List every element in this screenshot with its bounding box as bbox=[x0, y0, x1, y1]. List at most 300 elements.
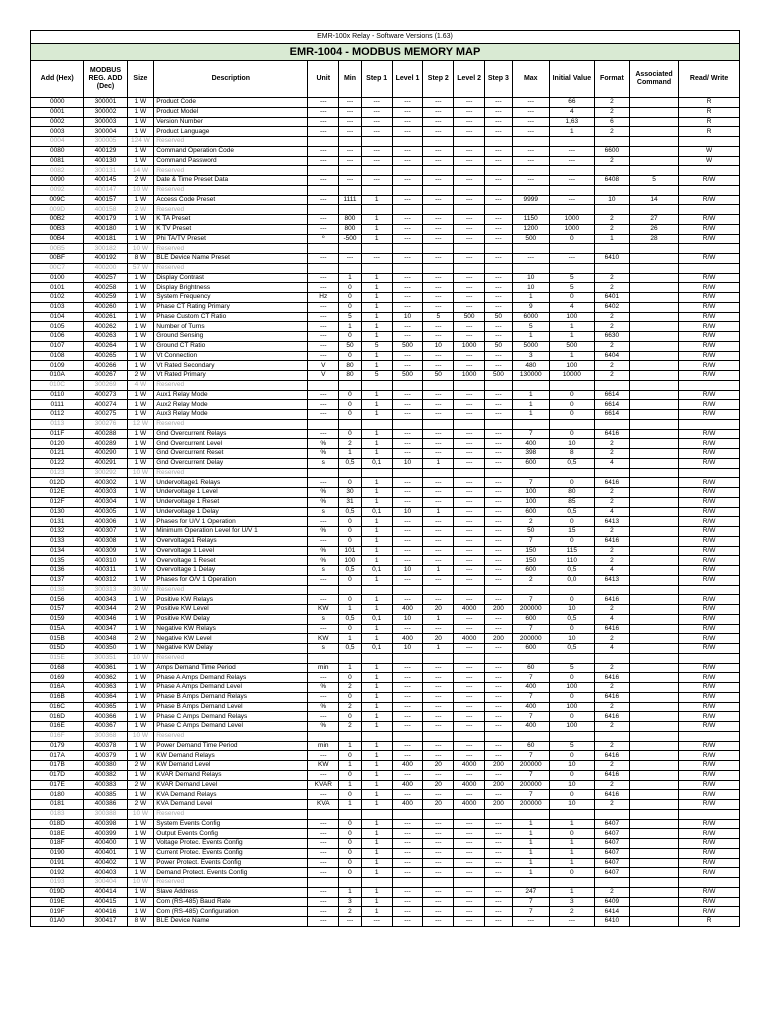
table-cell: R/W bbox=[679, 371, 740, 381]
table-cell: --- bbox=[423, 156, 454, 166]
table-cell: 15 bbox=[549, 527, 594, 537]
table-row bbox=[31, 419, 740, 429]
table-cell bbox=[629, 839, 678, 849]
table-cell bbox=[629, 692, 678, 702]
table-cell: R/W bbox=[679, 195, 740, 205]
table-cell: KVAR Demand Level bbox=[154, 780, 308, 790]
table-cell bbox=[549, 809, 594, 819]
table-cell: 500 bbox=[512, 234, 549, 244]
table-cell: 0082 bbox=[31, 166, 84, 176]
table-cell: --- bbox=[361, 107, 392, 117]
table-cell: W bbox=[679, 146, 740, 156]
table-cell: --- bbox=[423, 702, 454, 712]
table-cell: --- bbox=[423, 575, 454, 585]
table-cell bbox=[629, 137, 678, 147]
table-cell: R/W bbox=[679, 293, 740, 303]
table-cell bbox=[629, 371, 678, 381]
table-cell: 009C bbox=[31, 195, 84, 205]
table-cell: 1 bbox=[361, 868, 392, 878]
table-cell: 14 W bbox=[127, 166, 154, 176]
table-cell bbox=[485, 205, 513, 215]
table-row bbox=[31, 556, 740, 566]
table-cell: 10 bbox=[392, 644, 423, 654]
table-cell: 0109 bbox=[31, 361, 84, 371]
table-row bbox=[31, 244, 740, 254]
table-cell: 1 W bbox=[127, 790, 154, 800]
table-cell: 1 W bbox=[127, 215, 154, 225]
table-cell: 7 bbox=[512, 770, 549, 780]
table-cell: 0,1 bbox=[361, 566, 392, 576]
table-cell: 1 bbox=[512, 293, 549, 303]
table-cell: 10 bbox=[549, 761, 594, 771]
table-cell: 4 bbox=[594, 458, 629, 468]
table-cell: 017A bbox=[31, 751, 84, 761]
table-row bbox=[31, 302, 740, 312]
table-row bbox=[31, 322, 740, 332]
table-cell: 1 W bbox=[127, 107, 154, 117]
table-cell: 015B bbox=[31, 634, 84, 644]
table-cell: --- bbox=[454, 858, 485, 868]
table-cell: 7 bbox=[512, 712, 549, 722]
table-cell: 2 bbox=[339, 907, 362, 917]
table-cell: R/W bbox=[679, 722, 740, 732]
table-cell bbox=[629, 439, 678, 449]
table-cell: 0112 bbox=[31, 410, 84, 420]
table-cell: --- bbox=[308, 595, 339, 605]
table-cell: 400266 bbox=[84, 361, 127, 371]
table-cell: 1 bbox=[361, 780, 392, 790]
table-cell: 400367 bbox=[84, 722, 127, 732]
table-cell: 1 bbox=[549, 858, 594, 868]
table-row bbox=[31, 224, 740, 234]
table-cell: 1 bbox=[512, 868, 549, 878]
table-cell: --- bbox=[423, 176, 454, 186]
title-row bbox=[31, 44, 740, 61]
table-cell: R/W bbox=[679, 761, 740, 771]
table-cell: --- bbox=[308, 770, 339, 780]
table-cell: 66 bbox=[549, 98, 594, 108]
table-cell: --- bbox=[392, 692, 423, 702]
table-cell: 500 bbox=[392, 371, 423, 381]
table-cell: --- bbox=[392, 449, 423, 459]
table-cell: 0 bbox=[549, 751, 594, 761]
table-cell: Hz bbox=[308, 293, 339, 303]
table-cell: 1 W bbox=[127, 283, 154, 293]
table-cell: 1 W bbox=[127, 839, 154, 849]
table-cell: 0131 bbox=[31, 517, 84, 527]
table-cell: Demand Protect. Events Config bbox=[154, 868, 308, 878]
column-header: Max bbox=[512, 61, 549, 98]
table-cell: 1 bbox=[361, 858, 392, 868]
table-cell: --- bbox=[454, 195, 485, 205]
table-cell: --- bbox=[308, 224, 339, 234]
table-cell: --- bbox=[392, 887, 423, 897]
table-cell: 400 bbox=[392, 634, 423, 644]
table-cell: Gnd Overcurrent Relays bbox=[154, 429, 308, 439]
table-cell: --- bbox=[392, 536, 423, 546]
table-cell: 6408 bbox=[594, 176, 629, 186]
table-cell bbox=[512, 244, 549, 254]
table-cell: --- bbox=[423, 224, 454, 234]
table-cell: 0 bbox=[549, 429, 594, 439]
table-cell: Access Code Preset bbox=[154, 195, 308, 205]
table-cell: 80 bbox=[339, 371, 362, 381]
table-row bbox=[31, 741, 740, 751]
table-cell: 7 bbox=[512, 692, 549, 702]
table-cell bbox=[454, 731, 485, 741]
table-cell: 1 bbox=[512, 858, 549, 868]
table-cell: --- bbox=[392, 546, 423, 556]
table-cell: Phases for O/V 1 Operation bbox=[154, 575, 308, 585]
table-cell: 0,5 bbox=[549, 507, 594, 517]
table-cell: 10 W bbox=[127, 809, 154, 819]
table-cell: Overvoltage 1 Reset bbox=[154, 556, 308, 566]
table-cell: 00C7 bbox=[31, 263, 84, 273]
table-cell bbox=[629, 702, 678, 712]
table-row bbox=[31, 839, 740, 849]
table-cell: 1 bbox=[361, 283, 392, 293]
table-cell: 0002 bbox=[31, 117, 84, 127]
table-cell: R/W bbox=[679, 634, 740, 644]
table-cell bbox=[629, 527, 678, 537]
table-cell: --- bbox=[454, 556, 485, 566]
table-cell: --- bbox=[308, 98, 339, 108]
table-cell: Reserved bbox=[154, 263, 308, 273]
table-cell: 016A bbox=[31, 683, 84, 693]
table-cell: 4000 bbox=[454, 634, 485, 644]
table-cell: 400 bbox=[512, 722, 549, 732]
table-cell: 2 W bbox=[127, 605, 154, 615]
table-cell: 1 W bbox=[127, 673, 154, 683]
table-cell: 1 W bbox=[127, 439, 154, 449]
table-cell: --- bbox=[392, 917, 423, 927]
table-cell: R/W bbox=[679, 176, 740, 186]
table-cell: 2 bbox=[594, 663, 629, 673]
table-cell bbox=[549, 878, 594, 888]
table-cell bbox=[454, 380, 485, 390]
table-cell: --- bbox=[454, 497, 485, 507]
table-cell: Phase B Amps Demand Relays bbox=[154, 692, 308, 702]
table-cell: --- bbox=[423, 595, 454, 605]
table-cell: 1000 bbox=[549, 224, 594, 234]
table-cell bbox=[361, 731, 392, 741]
table-cell: --- bbox=[485, 195, 513, 205]
table-cell: --- bbox=[423, 848, 454, 858]
table-cell: K TV Preset bbox=[154, 224, 308, 234]
table-cell: 2 bbox=[594, 702, 629, 712]
table-cell: R/W bbox=[679, 273, 740, 283]
table-cell: 0123 bbox=[31, 468, 84, 478]
table-row bbox=[31, 137, 740, 147]
table-cell: --- bbox=[454, 449, 485, 459]
table-cell: 1 bbox=[361, 224, 392, 234]
table-cell: 1 bbox=[361, 751, 392, 761]
table-cell: 300005 bbox=[84, 137, 127, 147]
table-cell bbox=[629, 332, 678, 342]
table-row bbox=[31, 819, 740, 829]
table-cell: 7 bbox=[512, 897, 549, 907]
table-cell: --- bbox=[423, 546, 454, 556]
table-cell: --- bbox=[308, 858, 339, 868]
table-cell: 2 bbox=[594, 722, 629, 732]
table-cell: 6402 bbox=[594, 302, 629, 312]
table-cell: Reserved bbox=[154, 878, 308, 888]
table-row bbox=[31, 712, 740, 722]
table-cell: 1 bbox=[361, 605, 392, 615]
table-cell bbox=[339, 809, 362, 819]
table-cell: 0 bbox=[339, 819, 362, 829]
table-cell bbox=[423, 137, 454, 147]
table-cell: 4 bbox=[549, 107, 594, 117]
table-cell: 0156 bbox=[31, 595, 84, 605]
table-cell: 00B4 bbox=[31, 234, 84, 244]
table-cell: 2 bbox=[594, 361, 629, 371]
table-cell: 400267 bbox=[84, 371, 127, 381]
table-cell: 400399 bbox=[84, 829, 127, 839]
table-cell: --- bbox=[308, 215, 339, 225]
table-cell: 017E bbox=[31, 780, 84, 790]
table-cell bbox=[454, 244, 485, 254]
table-cell bbox=[423, 205, 454, 215]
table-cell: 20 bbox=[423, 800, 454, 810]
table-cell: 247 bbox=[512, 887, 549, 897]
table-cell: 6416 bbox=[594, 790, 629, 800]
table-cell: --- bbox=[423, 751, 454, 761]
table-cell: --- bbox=[454, 478, 485, 488]
table-cell: 0 bbox=[549, 390, 594, 400]
table-cell: 2 bbox=[594, 527, 629, 537]
table-cell: 1 bbox=[361, 332, 392, 342]
table-row bbox=[31, 868, 740, 878]
table-cell: Output Events Config bbox=[154, 829, 308, 839]
table-cell: 400 bbox=[512, 702, 549, 712]
table-cell bbox=[423, 185, 454, 195]
table-cell: --- bbox=[423, 195, 454, 205]
table-cell: 010C bbox=[31, 380, 84, 390]
table-cell bbox=[454, 878, 485, 888]
table-cell: --- bbox=[454, 663, 485, 673]
table-cell: --- bbox=[423, 858, 454, 868]
table-cell: --- bbox=[485, 614, 513, 624]
table-cell bbox=[549, 468, 594, 478]
table-cell: 6410 bbox=[594, 917, 629, 927]
table-cell: 0 bbox=[339, 624, 362, 634]
table-cell: 0191 bbox=[31, 858, 84, 868]
table-cell: 400379 bbox=[84, 751, 127, 761]
table-cell: 1 W bbox=[127, 692, 154, 702]
table-cell: --- bbox=[392, 575, 423, 585]
table-cell: 400385 bbox=[84, 790, 127, 800]
table-cell: Reserved bbox=[154, 653, 308, 663]
table-cell: 400288 bbox=[84, 429, 127, 439]
table-cell: 1 bbox=[512, 400, 549, 410]
table-cell: 10000 bbox=[549, 371, 594, 381]
table-cell: 500 bbox=[392, 341, 423, 351]
table-cell: R/W bbox=[679, 848, 740, 858]
table-cell: 0 bbox=[549, 829, 594, 839]
table-cell: 0 bbox=[549, 673, 594, 683]
table-cell: 1 bbox=[594, 234, 629, 244]
table-cell: 400402 bbox=[84, 858, 127, 868]
table-cell: 1 W bbox=[127, 868, 154, 878]
table-cell: 0 bbox=[549, 400, 594, 410]
table-cell: 1000 bbox=[549, 215, 594, 225]
table-cell: s bbox=[308, 458, 339, 468]
table-cell: R/W bbox=[679, 624, 740, 634]
table-cell: 400147 bbox=[84, 185, 127, 195]
table-cell: --- bbox=[485, 575, 513, 585]
table-cell: 0 bbox=[339, 517, 362, 527]
table-cell: 1000 bbox=[454, 341, 485, 351]
table-cell: 400 bbox=[512, 439, 549, 449]
table-cell: 6410 bbox=[594, 254, 629, 264]
table-cell: 1 bbox=[361, 575, 392, 585]
table-cell: Power Protect. Events Config bbox=[154, 858, 308, 868]
table-cell: --- bbox=[339, 107, 362, 117]
table-cell: 0121 bbox=[31, 449, 84, 459]
table-cell: --- bbox=[454, 176, 485, 186]
table-row bbox=[31, 653, 740, 663]
table-cell: 300404 bbox=[84, 878, 127, 888]
table-cell bbox=[629, 380, 678, 390]
table-cell: 2 bbox=[594, 322, 629, 332]
table-cell: 1 W bbox=[127, 273, 154, 283]
table-cell: 1 bbox=[339, 273, 362, 283]
table-cell: --- bbox=[308, 410, 339, 420]
table-cell: --- bbox=[308, 273, 339, 283]
table-cell bbox=[308, 419, 339, 429]
table-cell: s bbox=[308, 644, 339, 654]
table-cell: 400365 bbox=[84, 702, 127, 712]
table-cell: 0,5 bbox=[339, 644, 362, 654]
table-cell: 1 bbox=[361, 293, 392, 303]
table-cell bbox=[594, 653, 629, 663]
table-cell bbox=[629, 595, 678, 605]
table-cell: --- bbox=[454, 107, 485, 117]
table-cell: 1 bbox=[549, 848, 594, 858]
table-cell: 1 bbox=[361, 761, 392, 771]
table-cell: R/W bbox=[679, 312, 740, 322]
table-cell bbox=[594, 419, 629, 429]
table-cell bbox=[308, 878, 339, 888]
table-cell: 0 bbox=[549, 624, 594, 634]
table-cell bbox=[629, 868, 678, 878]
table-cell: 1 bbox=[361, 624, 392, 634]
table-row bbox=[31, 400, 740, 410]
table-cell: --- bbox=[361, 176, 392, 186]
table-cell: --- bbox=[308, 887, 339, 897]
table-cell bbox=[485, 263, 513, 273]
table-cell bbox=[423, 263, 454, 273]
table-cell: KW Demand Relays bbox=[154, 751, 308, 761]
table-cell: --- bbox=[308, 848, 339, 858]
table-cell: Aux1 Relay Mode bbox=[154, 390, 308, 400]
table-row bbox=[31, 829, 740, 839]
table-cell: 2 W bbox=[127, 371, 154, 381]
table-cell: 300002 bbox=[84, 107, 127, 117]
table-cell bbox=[485, 185, 513, 195]
table-cell: 110 bbox=[549, 556, 594, 566]
table-cell: --- bbox=[308, 536, 339, 546]
table-cell: 400304 bbox=[84, 497, 127, 507]
table-cell: 0 bbox=[339, 839, 362, 849]
table-cell: --- bbox=[423, 410, 454, 420]
table-cell bbox=[549, 380, 594, 390]
table-cell: --- bbox=[423, 273, 454, 283]
table-cell: 400398 bbox=[84, 819, 127, 829]
table-cell: 6416 bbox=[594, 712, 629, 722]
table-cell: --- bbox=[423, 322, 454, 332]
table-cell: 400260 bbox=[84, 302, 127, 312]
table-cell: 4000 bbox=[454, 605, 485, 615]
column-header: Step 3 bbox=[485, 61, 513, 98]
table-cell bbox=[629, 653, 678, 663]
table-cell bbox=[629, 244, 678, 254]
table-row bbox=[31, 117, 740, 127]
table-cell: --- bbox=[485, 429, 513, 439]
table-cell bbox=[629, 780, 678, 790]
table-cell bbox=[629, 848, 678, 858]
table-cell: 400275 bbox=[84, 410, 127, 420]
table-cell: --- bbox=[485, 234, 513, 244]
table-cell: 0179 bbox=[31, 741, 84, 751]
table-cell: 0138 bbox=[31, 585, 84, 595]
table-row bbox=[31, 166, 740, 176]
table-cell: 2 bbox=[594, 800, 629, 810]
table-cell: 400378 bbox=[84, 741, 127, 751]
table-cell: --- bbox=[308, 624, 339, 634]
table-cell: --- bbox=[423, 117, 454, 127]
table-cell: R bbox=[679, 117, 740, 127]
table-cell: 26 bbox=[629, 224, 678, 234]
table-cell bbox=[512, 585, 549, 595]
table-cell: 10 W bbox=[127, 731, 154, 741]
table-cell bbox=[629, 283, 678, 293]
table-cell: 6414 bbox=[594, 907, 629, 917]
table-cell: --- bbox=[423, 673, 454, 683]
table-cell: 0,5 bbox=[549, 566, 594, 576]
table-cell: 400 bbox=[392, 761, 423, 771]
table-cell: 6630 bbox=[594, 332, 629, 342]
table-cell: --- bbox=[485, 712, 513, 722]
table-cell: --- bbox=[454, 917, 485, 927]
table-cell: 124 W bbox=[127, 137, 154, 147]
table-cell: 1 W bbox=[127, 507, 154, 517]
table-cell: 6407 bbox=[594, 829, 629, 839]
table-cell: --- bbox=[308, 751, 339, 761]
table-cell: 6614 bbox=[594, 410, 629, 420]
table-cell: --- bbox=[361, 254, 392, 264]
table-cell: --- bbox=[512, 156, 549, 166]
table-cell bbox=[392, 419, 423, 429]
table-cell bbox=[361, 263, 392, 273]
table-cell: --- bbox=[339, 917, 362, 927]
table-cell: KW bbox=[308, 634, 339, 644]
table-cell bbox=[629, 907, 678, 917]
table-cell: 018F bbox=[31, 839, 84, 849]
table-cell: 1 W bbox=[127, 663, 154, 673]
table-cell: 6407 bbox=[594, 858, 629, 868]
table-cell: W bbox=[679, 156, 740, 166]
table-cell: 1 bbox=[512, 819, 549, 829]
table-cell: --- bbox=[339, 176, 362, 186]
table-cell: --- bbox=[454, 907, 485, 917]
table-row bbox=[31, 644, 740, 654]
table-cell: --- bbox=[454, 848, 485, 858]
table-cell: R/W bbox=[679, 839, 740, 849]
table-cell: 150 bbox=[512, 546, 549, 556]
table-cell: 1 W bbox=[127, 224, 154, 234]
